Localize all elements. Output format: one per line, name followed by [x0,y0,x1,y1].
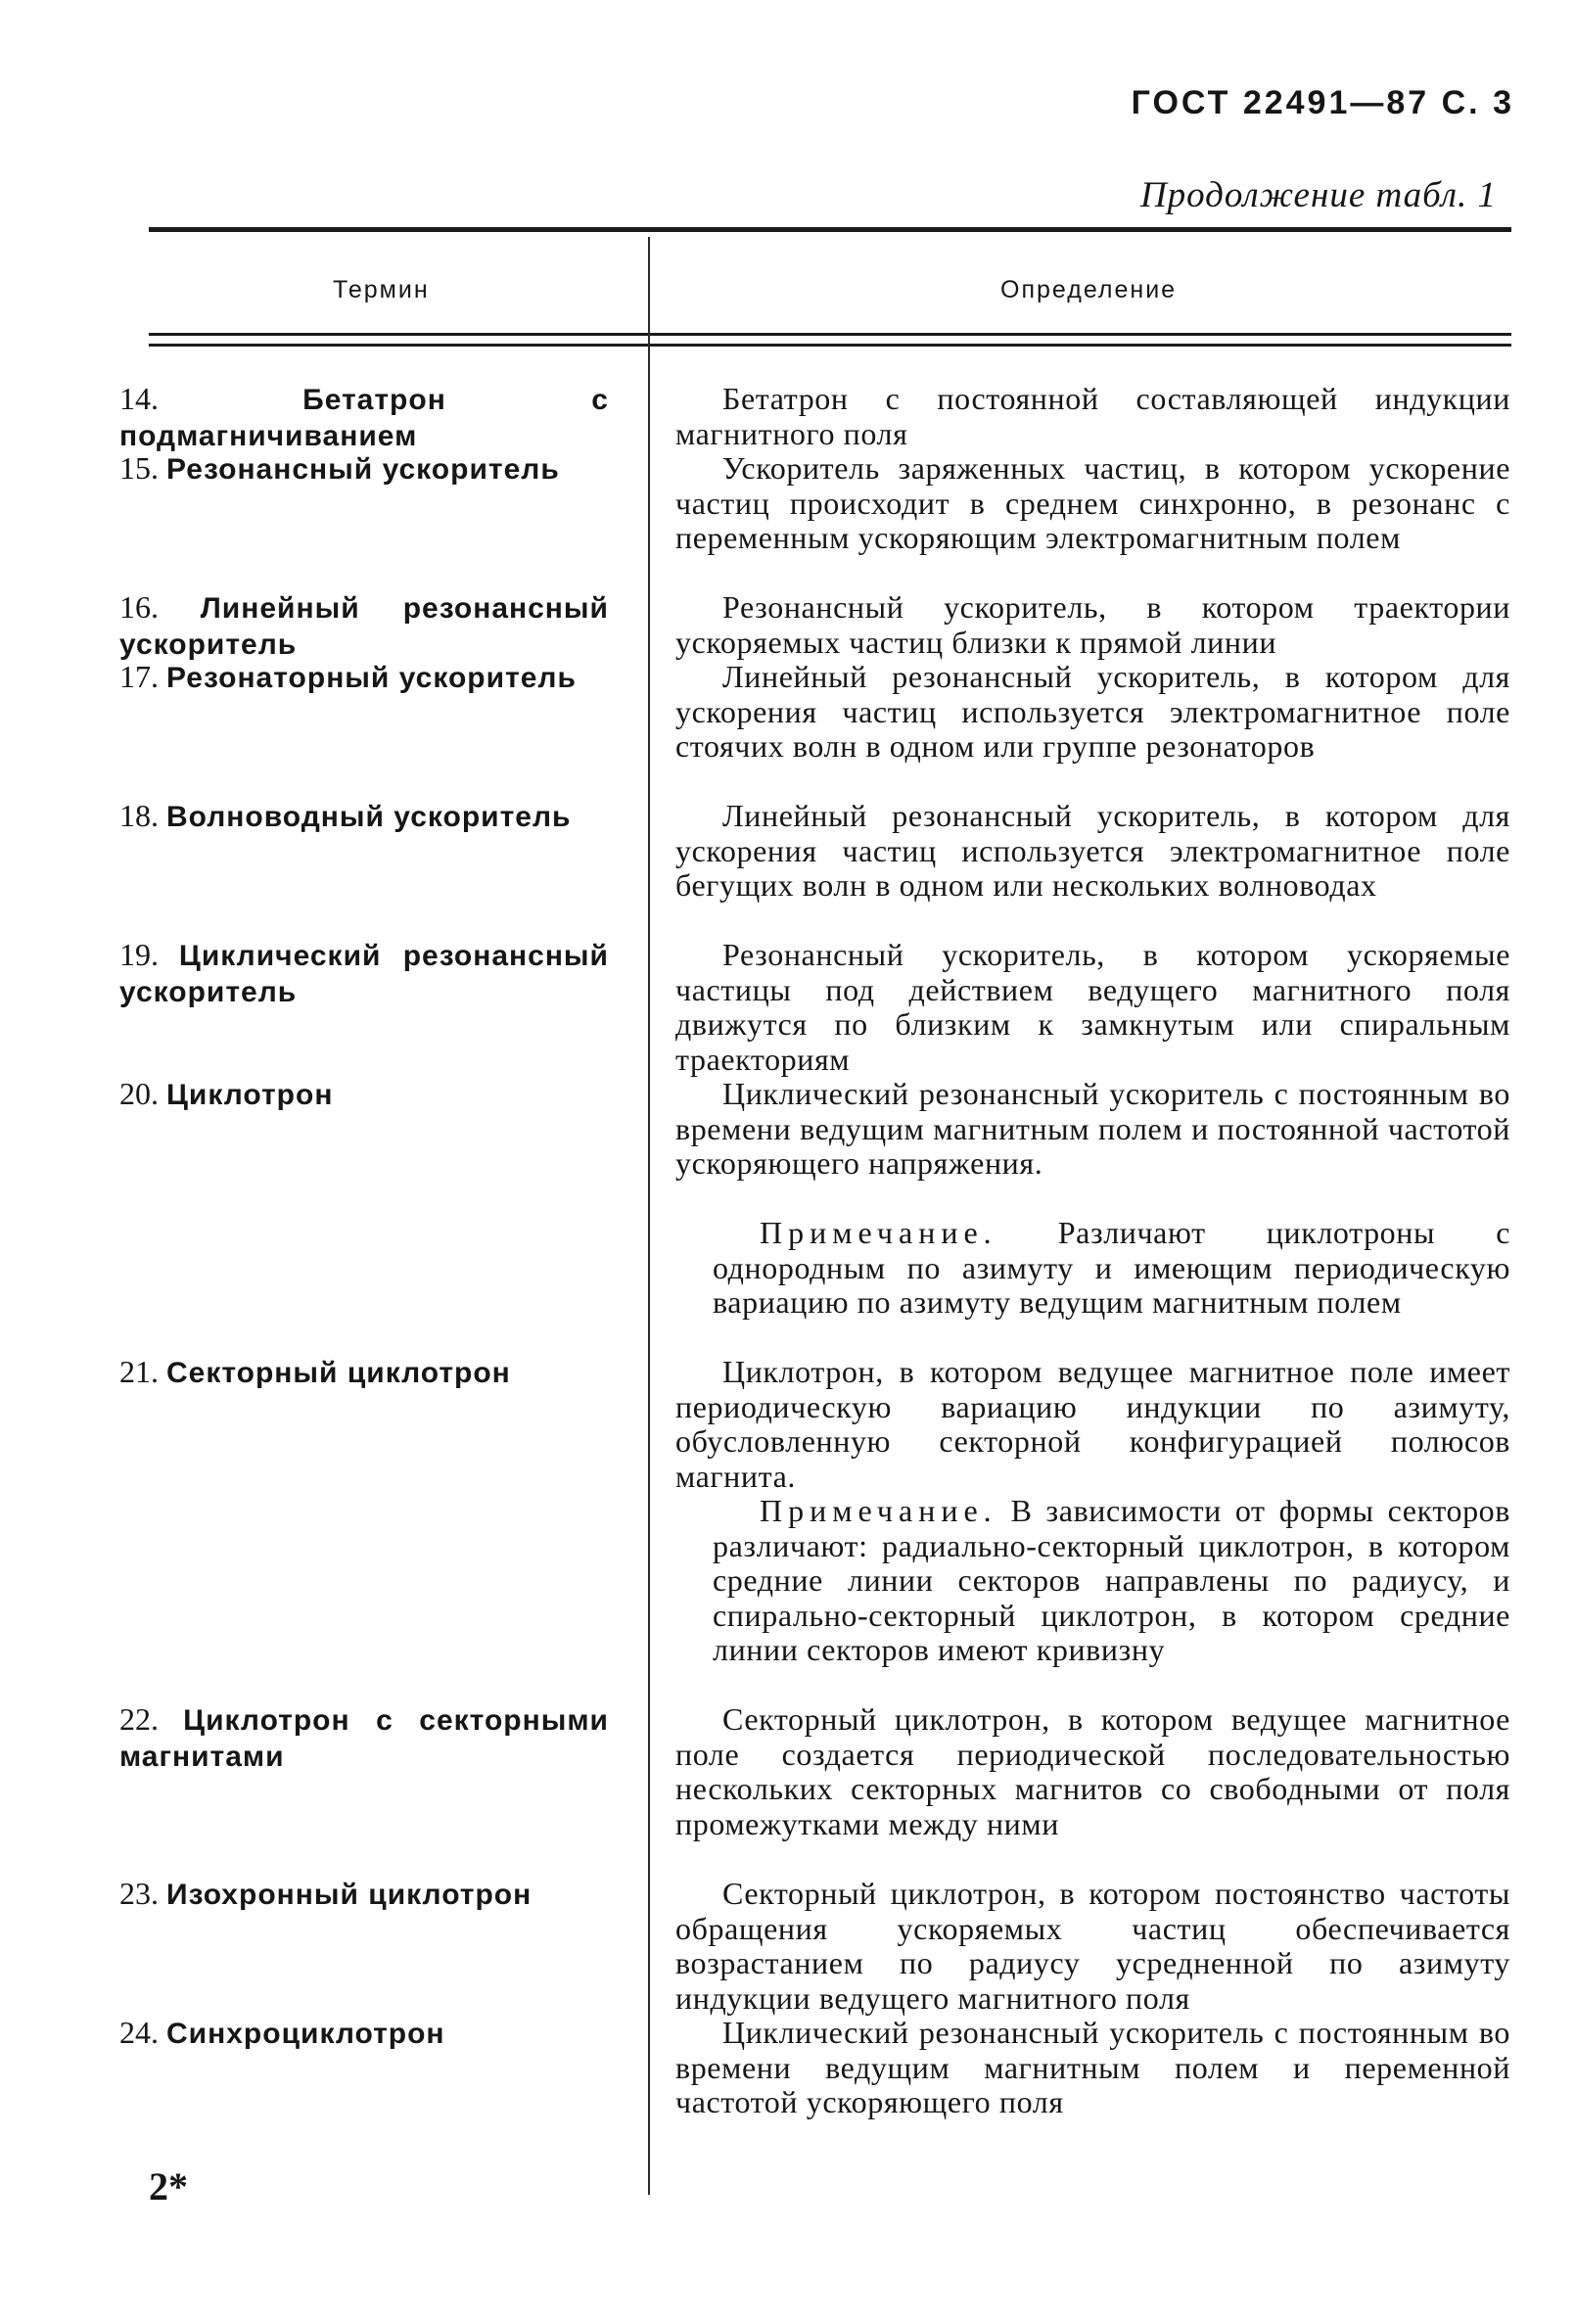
term-cell [119,660,609,696]
term-cell [119,799,609,835]
term-cell [119,382,609,453]
header-bottom-rule-2 [149,344,1511,347]
column-divider [648,237,650,2195]
term-number: 17. [119,659,159,694]
table-continuation-label: Продолжение табл. 1 [1139,175,1497,215]
term-name: Синхроциклотрон [166,2018,445,2050]
definition-cell: Ускоритель заряженных частиц, в котором ускорение частиц происходит в среднем синхронно, в резонанс с переменным ускоряющим электромагнитным полем [675,450,1510,555]
term-cell [119,1077,609,1113]
term-cell [119,590,609,662]
definition-cell: Бетатрон с постоянной составляющей индукции магнитного поля [675,381,1510,451]
note-label: Примечание. [760,1493,997,1528]
term-cell [119,1702,609,1774]
page-signature: 2* [149,2164,188,2208]
definition-cell: Циклический резонансный ускоритель с постоянным во времени ведущим магнитным полем и постоянной частотой ускоряющего напряжения. [675,1076,1510,1181]
term-name: Резонансный ускоритель [166,453,560,486]
term-cell [119,2016,609,2052]
term-number: 22. [119,1701,159,1737]
term-name: Изохронный циклотрон [166,1879,533,1911]
term-cell [119,938,609,1009]
term-number: 16. [119,589,159,625]
definition-cell: Резонансный ускоритель, в котором траектории ускоряемых частиц близки к прямой линии [675,589,1510,660]
term-name: Секторный циклотрон [166,1357,511,1389]
definition-cell: Резонансный ускоритель, в котором ускоряемые частицы под действием ведущего магнитного поля движутся по близким к замкнутым или спиральным траекториям [675,937,1510,1077]
definition-cell: Линейный резонансный ускоритель, в котором для ускорения частиц используется электромагнитное поле бегущих волн в одном или нескольких волноводах [675,798,1510,903]
term-cell [119,1877,609,1913]
term-number: 15. [119,450,159,486]
definition-cell: Секторный циклотрон, в котором постоянство частоты обращения ускоряемых частиц обеспечивается возрастанием по радиусу усредненной по азимуту индукции ведущего магнитного поля [675,1876,1510,2016]
note-text: Различают циклотроны с однородным по азимуту и имеющим периодическую вариацию по азимуту ведущим магнитным полем [713,1215,1510,1320]
note-block [713,1494,1510,1668]
term-cell [119,451,609,488]
term-name: Циклотрон с секторными магнитами [119,1704,609,1773]
term-number: 19. [119,937,159,972]
term-number: 18. [119,798,159,833]
column-header-definition: Определение [1000,276,1178,303]
term-name: Циклический резонансный ускоритель [119,940,609,1008]
header-bottom-rule [149,333,1511,336]
term-name: Линейный резонансный ускоритель [119,592,609,661]
standard-header: ГОСТ 22491—87 С. 3 [1131,84,1514,121]
term-name: Бетатрон с подмагничиванием [119,384,609,452]
term-name: Волноводный ускоритель [166,801,572,833]
definition-cell: Циклический резонансный ускоритель с постоянным во времени ведущим магнитным полем и переменной частотой ускоряющего поля [675,2015,1510,2119]
term-cell [119,1355,609,1391]
term-name: Резонаторный ускоритель [166,662,577,694]
definition-cell: Линейный резонансный ускоритель, в котором для ускорения частиц используется электромагнитное поле стоячих волн в одном или группе резонаторов [675,659,1510,764]
term-name: Циклотрон [166,1079,334,1111]
definition-cell: Циклотрон, в котором ведущее магнитное поле имеет периодическую вариацию индукции по азимуту, обусловленную секторной конфигурацией полюсов магнита. [675,1354,1510,1494]
note-label: Примечание. [760,1215,997,1250]
note-block [713,1216,1510,1321]
term-number: 20. [119,1076,159,1111]
table-top-rule [149,227,1511,232]
term-number: 14. [119,381,159,416]
term-number: 23. [119,1876,159,1911]
term-number: 24. [119,2015,159,2050]
definition-cell: Секторный циклотрон, в котором ведущее магнитное поле создается периодической последовательностью нескольких секторных магнитов со свободными от поля промежутками между ними [675,1701,1510,1841]
column-header-term: Термин [333,276,430,303]
term-number: 21. [119,1354,159,1389]
note-text: В зависимости от формы секторов различают: радиально-секторный циклотрон, в котором средние линии секторов направлены по радиусу, и спирально-секторный циклотрон, в котором средние линии секторов имеют кривизну [713,1493,1510,1667]
